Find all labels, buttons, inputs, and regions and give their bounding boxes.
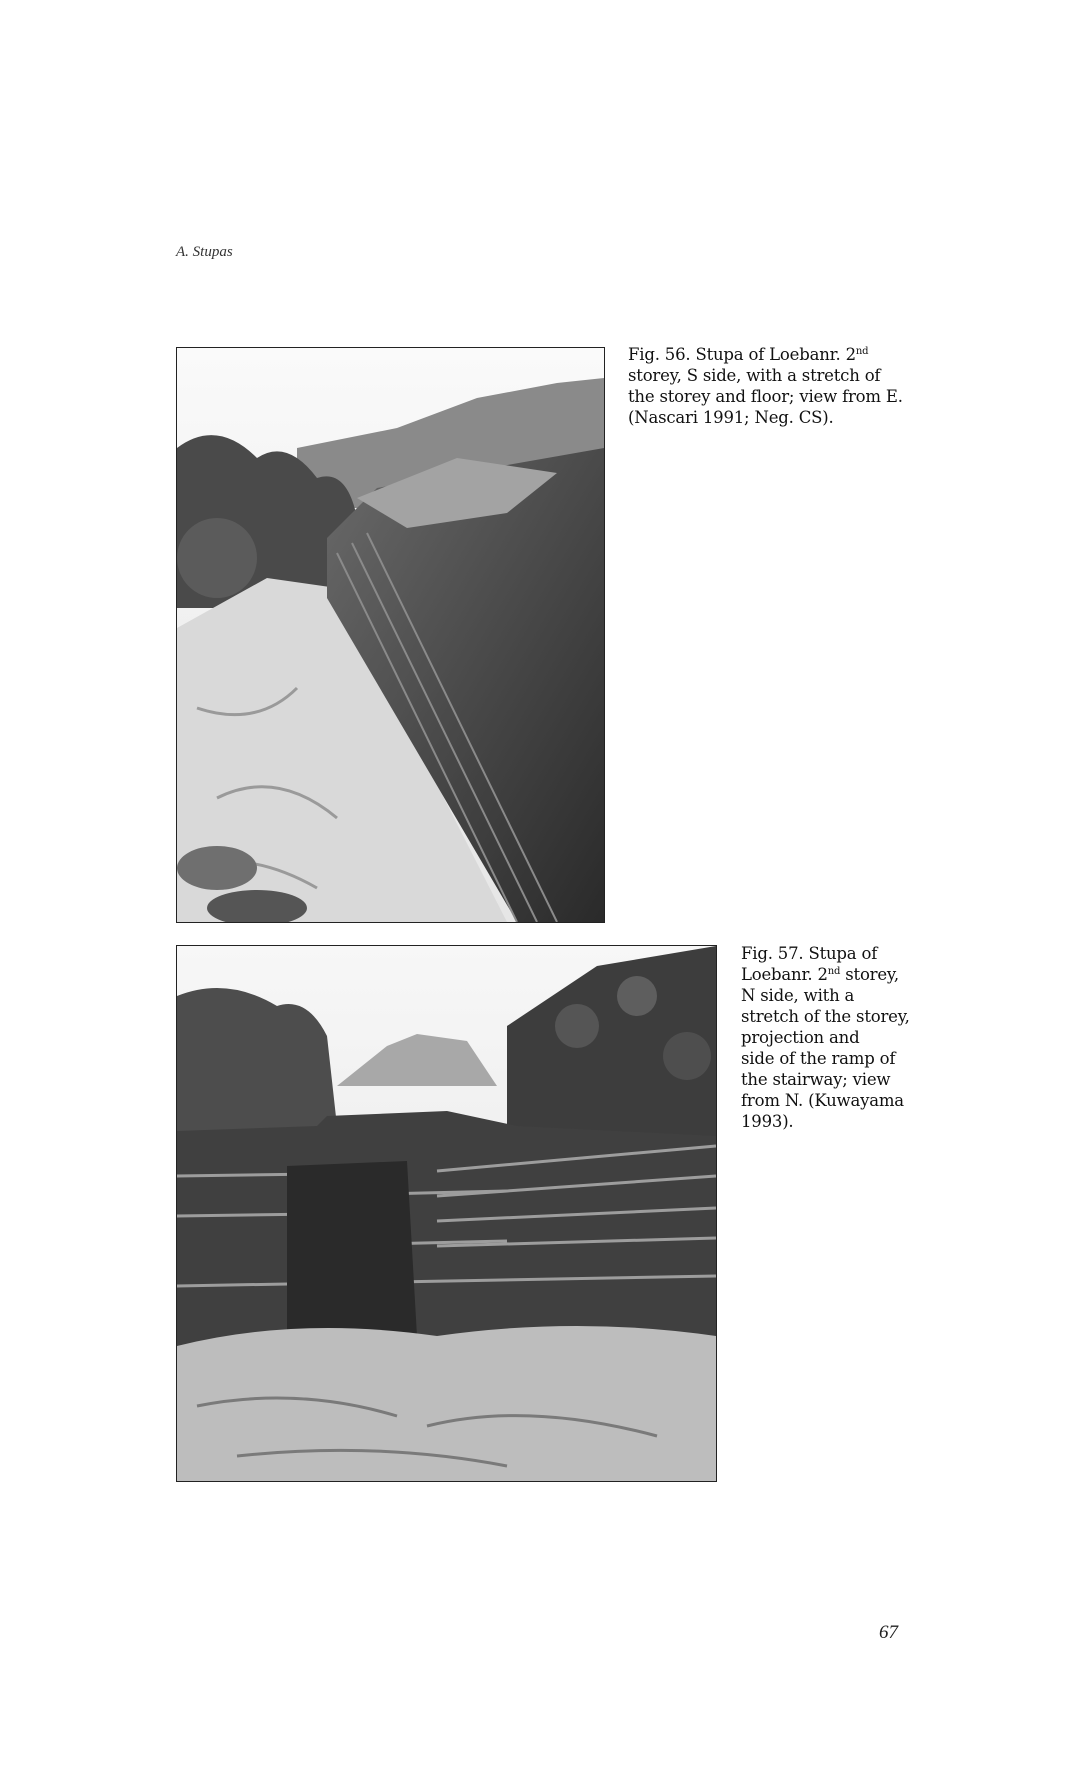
caption-line: projection and xyxy=(741,1028,860,1047)
caption-superscript: nd xyxy=(827,966,841,977)
figure-57-photo xyxy=(176,945,717,1482)
caption-line: the stairway; view xyxy=(741,1070,891,1089)
caption-line: storey, S side, with a stretch of xyxy=(628,366,881,385)
caption-text: Fig. 56. Stupa of Loebanr. 2 xyxy=(628,345,856,364)
caption-text: storey, xyxy=(840,965,899,984)
caption-line: the storey and floor; view from E. xyxy=(628,387,903,406)
figure-57-caption xyxy=(741,943,911,1132)
caption-superscript: nd xyxy=(855,346,869,357)
caption-line: Fig. 57. Stupa of xyxy=(741,944,878,963)
caption-line: from N. (Kuwayama xyxy=(741,1091,904,1110)
figure-56-caption xyxy=(628,344,908,428)
running-head: A. Stupas xyxy=(176,244,233,260)
caption-line: 1993). xyxy=(741,1112,794,1131)
page-number: 67 xyxy=(879,1622,898,1643)
caption-line: side of the ramp of xyxy=(741,1049,896,1068)
figure-56-photo xyxy=(176,347,605,923)
caption-line: (Nascari 1991; Neg. CS). xyxy=(628,408,834,427)
caption-line xyxy=(628,344,908,365)
caption-line xyxy=(741,964,911,985)
caption-line: stretch of the storey, xyxy=(741,1007,910,1026)
caption-text: Loebanr. 2 xyxy=(741,965,828,984)
caption-line: N side, with a xyxy=(741,986,855,1005)
